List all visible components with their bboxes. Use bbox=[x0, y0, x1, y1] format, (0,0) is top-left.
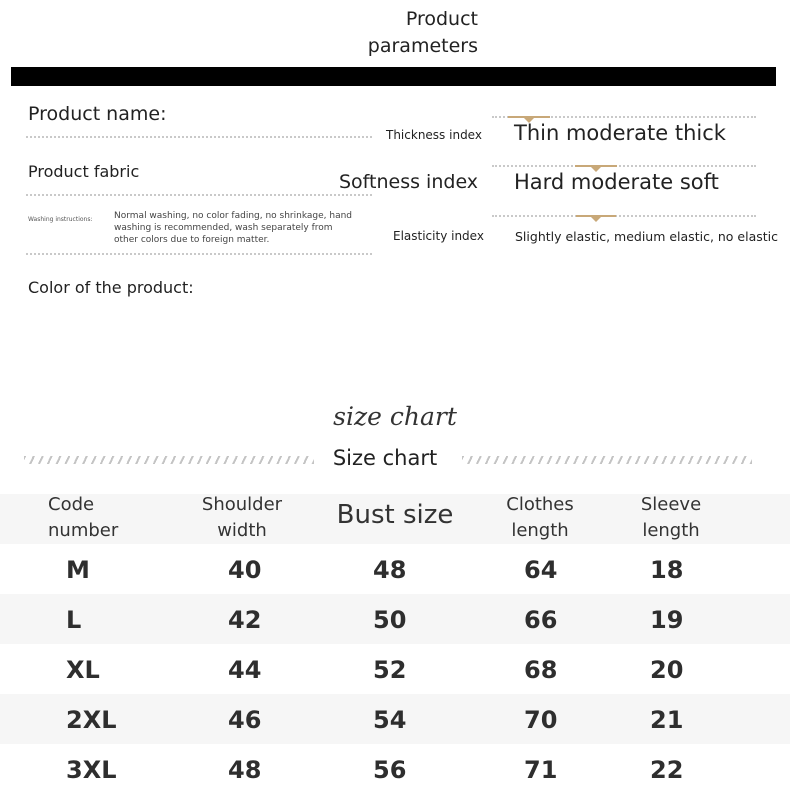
softness-index-label: Softness index bbox=[339, 171, 479, 193]
cell-shoulder: 40 bbox=[228, 556, 262, 584]
elasticity-value: Slightly elastic, medium elastic, no elastic bbox=[515, 229, 779, 244]
product-color-label: Color of the product: bbox=[28, 278, 194, 297]
divider bbox=[492, 165, 756, 167]
size-chart-title: Size chart bbox=[332, 446, 438, 470]
cell-sleeve-length: 20 bbox=[650, 656, 684, 684]
column-header-sleeve-length: Sleeve length bbox=[640, 494, 702, 541]
cell-code: XL bbox=[66, 656, 100, 684]
column-header-shoulder: Shoulder width bbox=[201, 494, 283, 541]
divider bbox=[26, 253, 372, 255]
column-header-code: Code number bbox=[48, 494, 119, 541]
title-line-1: Product bbox=[405, 8, 478, 30]
cell-sleeve-length: 21 bbox=[650, 706, 684, 734]
cell-sleeve-length: 19 bbox=[650, 606, 684, 634]
cell-sleeve-length: 18 bbox=[650, 556, 684, 584]
cell-sleeve-length: 22 bbox=[650, 756, 684, 784]
cell-clothes-length: 68 bbox=[524, 656, 558, 684]
divider bbox=[492, 215, 756, 217]
header-divider-bar bbox=[11, 67, 776, 86]
cell-clothes-length: 66 bbox=[524, 606, 558, 634]
size-chart-script-title: size chart bbox=[333, 402, 457, 431]
cell-shoulder: 42 bbox=[228, 606, 262, 634]
cell-bust: 50 bbox=[373, 606, 407, 634]
elasticity-indicator bbox=[576, 215, 616, 217]
column-header-clothes-length: Clothes length bbox=[506, 494, 574, 541]
cell-clothes-length: 70 bbox=[524, 706, 558, 734]
cell-clothes-length: 71 bbox=[524, 756, 558, 784]
cell-clothes-length: 64 bbox=[524, 556, 558, 584]
elasticity-index-label: Elasticity index bbox=[393, 229, 484, 243]
washing-instructions-label: Washing instructions: bbox=[28, 216, 93, 223]
washing-instructions-text: Normal washing, no color fading, no shrinkage, hand washing is recommended, wash separately from other colors due to foreign matter. bbox=[114, 211, 353, 245]
thickness-value: Thin moderate thick bbox=[514, 121, 726, 145]
page-title bbox=[300, 6, 478, 60]
cell-bust: 52 bbox=[373, 656, 407, 684]
cell-bust: 48 bbox=[373, 556, 407, 584]
cell-code: 2XL bbox=[66, 706, 117, 734]
cell-code: 3XL bbox=[66, 756, 117, 784]
product-name-label: Product name: bbox=[28, 103, 167, 125]
cell-bust: 54 bbox=[373, 706, 407, 734]
softness-value: Hard moderate soft bbox=[514, 170, 719, 194]
cell-shoulder: 46 bbox=[228, 706, 262, 734]
thickness-index-label: Thickness index bbox=[386, 128, 482, 142]
divider bbox=[26, 194, 372, 196]
product-fabric-label: Product fabric bbox=[28, 162, 140, 181]
divider bbox=[26, 136, 372, 138]
title-line-2: parameters bbox=[367, 35, 478, 57]
cell-code: L bbox=[66, 606, 82, 634]
cell-shoulder: 48 bbox=[228, 756, 262, 784]
cell-bust: 56 bbox=[373, 756, 407, 784]
column-header-bust: Bust size bbox=[336, 500, 454, 530]
thickness-indicator bbox=[508, 116, 550, 118]
softness-indicator bbox=[575, 165, 617, 167]
cell-code: M bbox=[66, 556, 90, 584]
cell-shoulder: 44 bbox=[228, 656, 262, 684]
